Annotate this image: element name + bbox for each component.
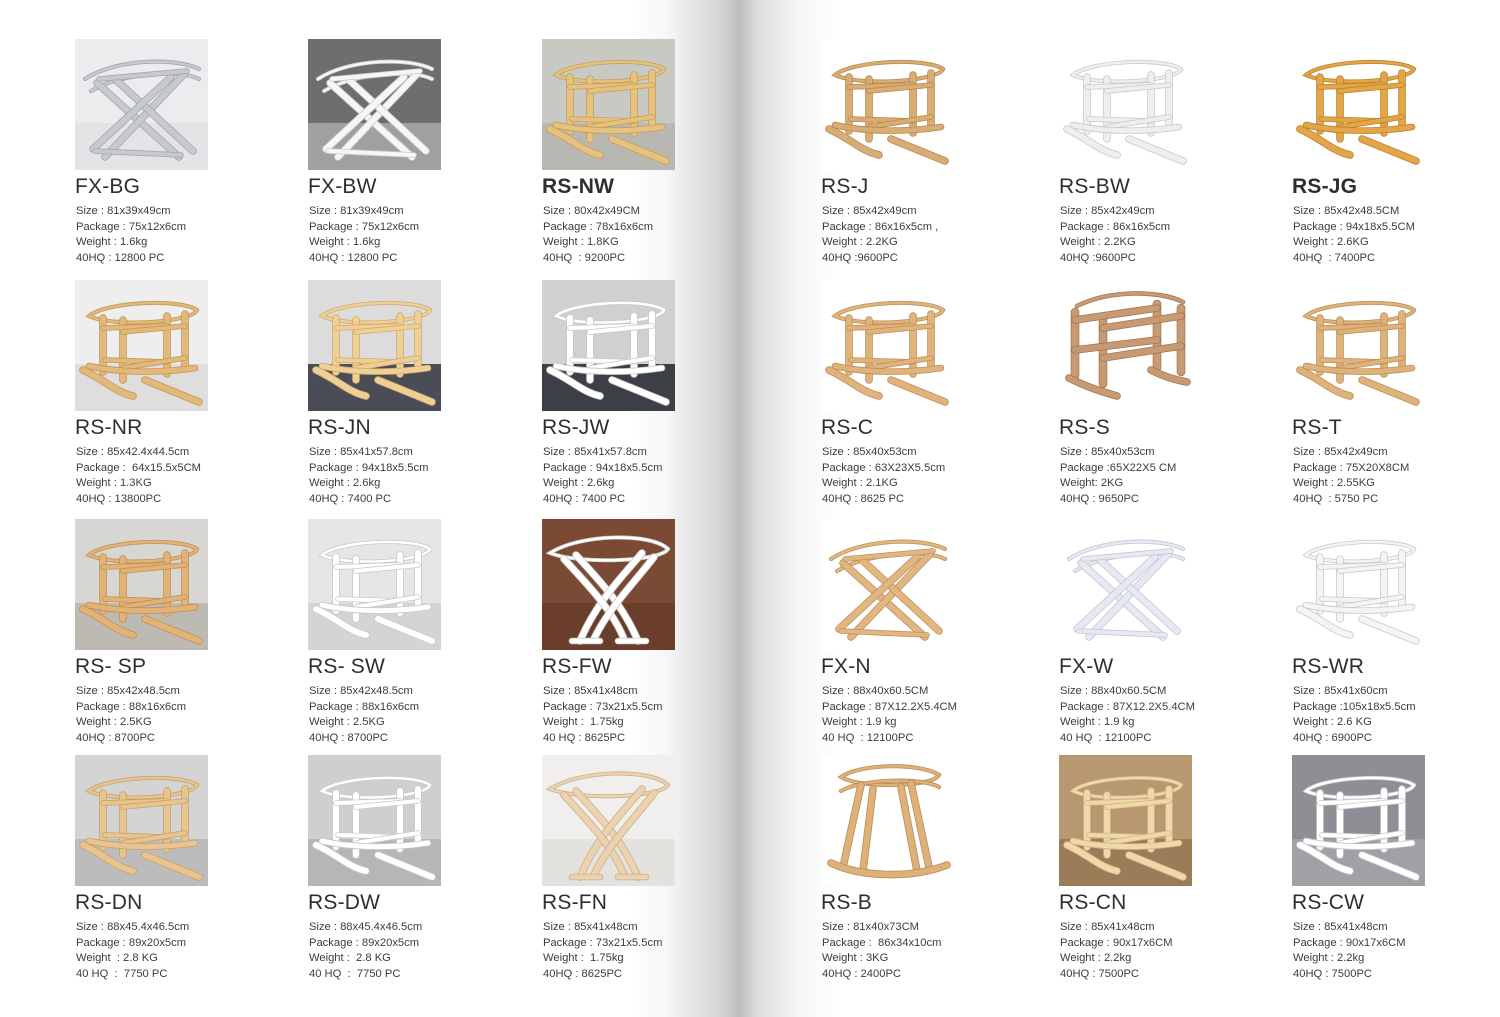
product-code: RS-JW <box>542 416 610 439</box>
product-specs <box>1293 684 1416 747</box>
spec-package: Package : 75x12x6cm <box>76 220 187 233</box>
spec-weight: Weight : 1.3KG <box>76 477 152 490</box>
spec-weight: Weight : 2.2kg <box>1293 952 1365 965</box>
spec-40hq: 40HQ :9600PC <box>822 252 898 265</box>
spec-weight: Weight : 1.9 kg <box>1060 716 1135 729</box>
spec-size: Size : 88x40x60.5CM <box>822 685 929 697</box>
spec-40hq: 40 HQ : 12100PC <box>1060 732 1152 745</box>
spec-40hq: 40HQ : 7400 PC <box>309 493 392 506</box>
spec-weight: Weight : 1.6kg <box>309 236 381 249</box>
spec-package: Package : 87X12.2X5.4CM <box>1060 700 1195 713</box>
product-specs <box>543 204 653 267</box>
product-photo <box>75 755 208 886</box>
spec-package: Package : 88x16x6cm <box>76 700 187 713</box>
spec-package: Package : 87X12.2X5.4CM <box>822 700 957 713</box>
spec-40hq: 40HQ :9600PC <box>1060 252 1136 265</box>
product-specs <box>822 204 938 267</box>
product-code: RS-C <box>821 416 874 439</box>
spec-weight: Weight : 2.2KG <box>1060 236 1136 249</box>
product-photo <box>1292 39 1425 170</box>
spec-40hq: 40HQ : 7400 PC <box>543 493 626 506</box>
product-code: RS-T <box>1292 416 1342 439</box>
product-code: RS-J <box>821 175 869 198</box>
product-specs <box>309 204 419 267</box>
spec-package: Package : 89x20x5cm <box>309 936 420 949</box>
product-photo <box>542 519 675 650</box>
spec-40hq: 40HQ : 7400PC <box>1293 252 1376 265</box>
spec-package: Package : 89x20x5cm <box>76 936 187 949</box>
product-code: RS-NR <box>75 416 143 439</box>
spec-size: Size : 85x41x60cm <box>1293 685 1388 697</box>
product-code: RS-DW <box>308 891 381 914</box>
spec-40hq: 40 HQ : 7750 PC <box>309 968 401 981</box>
spec-size: Size : 85x42x48.5cm <box>76 685 180 697</box>
spec-40hq: 40 HQ : 7750 PC <box>76 968 168 981</box>
spec-size: Size : 81x39x49cm <box>76 205 171 217</box>
spec-40hq: 40HQ : 13800PC <box>76 493 162 506</box>
spec-size: Size : 81x40x73CM <box>822 921 920 933</box>
spec-40hq: 40HQ : 7500PC <box>1060 968 1139 981</box>
spec-weight: Weight: 2KG <box>1060 477 1124 490</box>
spec-package: Package : 94x18x5.5cm <box>309 461 429 474</box>
product-code: RS- SW <box>308 655 386 678</box>
spec-package: Package :65X22X5 CM <box>1060 461 1177 474</box>
product-code: RS-JN <box>308 416 371 439</box>
product-code: RS-JG <box>1292 175 1358 198</box>
spec-weight: Weight : 2.6 KG <box>1293 716 1372 729</box>
product-specs <box>543 684 662 747</box>
product-code: RS-BW <box>1059 175 1130 198</box>
spec-weight: Weight : 1.8KG <box>543 236 619 249</box>
product-photo <box>1059 755 1192 886</box>
product-specs <box>76 920 189 983</box>
product-photo <box>1292 519 1425 650</box>
spec-size: Size : 85x41x48cm <box>1060 921 1155 933</box>
product-specs <box>543 445 662 508</box>
product-specs <box>543 920 662 983</box>
spec-weight: Weight : 1.6kg <box>76 236 148 249</box>
product-code: RS-CW <box>1292 891 1365 914</box>
spec-40hq: 40HQ : 8625 PC <box>822 493 905 506</box>
product-code: FX-W <box>1059 655 1114 678</box>
product-specs <box>1293 920 1406 983</box>
product-code: FX-BG <box>75 175 141 198</box>
spec-size: Size : 88x40x60.5CM <box>1060 685 1167 697</box>
spec-package: Package : 90x17x6CM <box>1060 936 1173 949</box>
product-specs <box>76 445 201 508</box>
spec-package: Package : 90x17x6CM <box>1293 936 1406 949</box>
product-specs <box>822 684 957 747</box>
spec-package: Package : 75X20X8CM <box>1293 461 1410 474</box>
product-photo <box>1059 280 1192 411</box>
spec-size: Size : 85x41x57.8cm <box>543 446 647 458</box>
product-specs <box>76 204 186 267</box>
spec-weight: Weight : 3KG <box>822 952 889 965</box>
spec-size: Size : 85x42x48.5cm <box>309 685 413 697</box>
spec-size: Size : 85x41x57.8cm <box>309 446 413 458</box>
product-specs <box>1060 684 1195 747</box>
product-code: RS-DN <box>75 891 143 914</box>
spec-40hq: 40HQ : 8700PC <box>76 732 155 745</box>
product-photo <box>821 755 954 886</box>
spec-40hq: 40HQ : 6900PC <box>1293 732 1372 745</box>
spec-weight: Weight : 2.8 KG <box>309 952 391 965</box>
product-specs <box>1060 445 1176 508</box>
spec-weight: Weight : 2.6KG <box>1293 236 1369 249</box>
product-code: RS-S <box>1059 416 1110 439</box>
spec-size: Size : 85x40x53cm <box>822 446 917 458</box>
product-photo <box>1292 280 1425 411</box>
spec-40hq: 40HQ : 12800 PC <box>76 252 165 265</box>
product-code: RS-CN <box>1059 891 1127 914</box>
product-photo <box>542 39 675 170</box>
product-specs <box>76 684 186 747</box>
product-photo <box>1059 39 1192 170</box>
spec-size: Size : 85x42x49cm <box>1060 205 1155 217</box>
spec-package: Package : 88x16x6cm <box>309 700 420 713</box>
product-code: RS-B <box>821 891 872 914</box>
spec-weight: Weight : 2.5KG <box>76 716 152 729</box>
spec-weight: Weight : 2.55KG <box>1293 477 1375 490</box>
product-specs <box>1060 204 1170 267</box>
spec-package: Package : 86x16x5cm , <box>822 220 939 233</box>
spec-40hq: 40 HQ : 12100PC <box>822 732 914 745</box>
product-photo <box>308 519 441 650</box>
product-photo <box>542 755 675 886</box>
product-specs <box>1060 920 1173 983</box>
product-code: FX-BW <box>308 175 377 198</box>
product-code: RS-WR <box>1292 655 1365 678</box>
spec-40hq: 40 HQ : 8625PC <box>543 732 626 745</box>
spec-size: Size : 88x45.4x46.5cm <box>309 921 423 933</box>
spec-package: Package : 94x18x5.5CM <box>1293 220 1415 233</box>
spec-weight: Weight : 1.9 kg <box>822 716 897 729</box>
product-photo <box>542 280 675 411</box>
product-code: RS- SP <box>75 655 147 678</box>
product-photo <box>308 280 441 411</box>
product-photo <box>75 280 208 411</box>
spec-weight: Weight : 2.5KG <box>309 716 385 729</box>
product-specs <box>822 445 945 508</box>
product-specs <box>309 445 428 508</box>
product-photo <box>1059 519 1192 650</box>
product-photo <box>75 519 208 650</box>
spec-package: Package : 73x21x5.5cm <box>543 700 663 713</box>
spec-package: Package : 86x16x5cm <box>1060 220 1171 233</box>
product-specs <box>309 920 422 983</box>
spec-size: Size : 85x41x48cm <box>543 685 638 697</box>
product-specs <box>822 920 941 983</box>
spec-package: Package : 78x16x6cm <box>543 220 654 233</box>
product-code: FX-N <box>821 655 871 678</box>
product-photo <box>75 39 208 170</box>
spec-package: Package : 94x18x5.5cm <box>543 461 663 474</box>
spec-package: Package :105x18x5.5cm <box>1293 700 1416 713</box>
spec-size: Size : 85x41x48cm <box>1293 921 1388 933</box>
product-photo <box>821 280 954 411</box>
product-specs <box>1293 445 1409 508</box>
spec-size: Size : 85x42x49cm <box>1293 446 1388 458</box>
spec-40hq: 40HQ : 9200PC <box>543 252 626 265</box>
spec-40hq: 40HQ : 7500PC <box>1293 968 1372 981</box>
spec-weight: Weight : 2.1KG <box>822 477 898 490</box>
product-photo <box>308 39 441 170</box>
product-code: RS-FN <box>542 891 608 914</box>
product-photo <box>308 755 441 886</box>
spec-package: Package : 64x15.5x5CM <box>76 461 201 474</box>
spec-size: Size : 85x41x48cm <box>543 921 638 933</box>
spec-size: Size : 85x40x53cm <box>1060 446 1155 458</box>
spec-size: Size : 85x42x49cm <box>822 205 917 217</box>
spec-weight: Weight : 1.75kg <box>543 952 624 965</box>
spec-size: Size : 85x42x48.5CM <box>1293 205 1400 217</box>
product-specs <box>309 684 419 747</box>
spec-40hq: 40HQ : 8625PC <box>543 968 622 981</box>
product-code: RS-FW <box>542 655 612 678</box>
product-photo <box>821 39 954 170</box>
spec-size: Size : 80x42x49CM <box>543 205 641 217</box>
spec-package: Package : 63X23X5.5cm <box>822 461 946 474</box>
spec-weight: Weight : 2.6kg <box>543 477 615 490</box>
spec-weight: Weight : 2.6kg <box>309 477 381 490</box>
product-code: RS-NW <box>542 175 615 198</box>
spec-size: Size : 81x39x49cm <box>309 205 404 217</box>
spec-40hq: 40HQ : 12800 PC <box>309 252 398 265</box>
spec-size: Size : 85x42.4x44.5cm <box>76 446 190 458</box>
spec-40hq: 40HQ : 9650PC <box>1060 493 1139 506</box>
product-photo <box>821 519 954 650</box>
spec-40hq: 40HQ : 2400PC <box>822 968 901 981</box>
spec-package: Package : 86x34x10cm <box>822 936 942 949</box>
spec-40hq: 40HQ : 8700PC <box>309 732 388 745</box>
spec-weight: Weight : 2.2kg <box>1060 952 1132 965</box>
spec-weight: Weight : 1.75kg <box>543 716 624 729</box>
spec-package: Package : 73x21x5.5cm <box>543 936 663 949</box>
product-photo <box>1292 755 1425 886</box>
spec-weight: Weight : 2.2KG <box>822 236 898 249</box>
spec-size: Size : 88x45.4x46.5cm <box>76 921 190 933</box>
spec-40hq: 40HQ : 5750 PC <box>1293 493 1379 506</box>
spec-package: Package : 75x12x6cm <box>309 220 420 233</box>
product-specs <box>1293 204 1415 267</box>
spec-weight: Weight : 2.8 KG <box>76 952 158 965</box>
